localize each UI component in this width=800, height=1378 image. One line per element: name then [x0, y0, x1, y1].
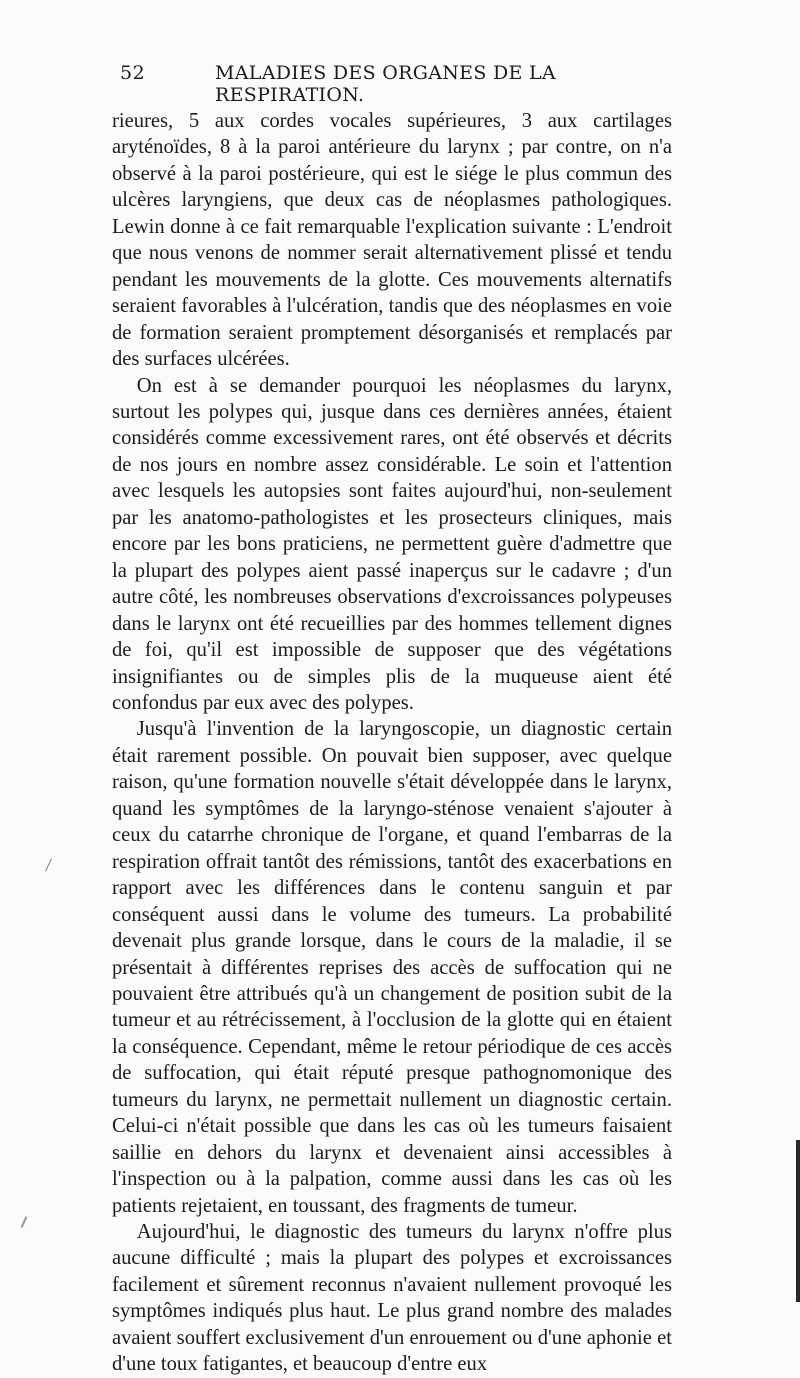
running-title: MALADIES DES ORGANES DE LA RESPIRATION.: [215, 62, 556, 106]
page-number: 52: [120, 62, 146, 84]
paragraph-3: Jusqu'à l'invention de la laryngoscopie, un diagnostic certain était rarement possible. On pouvait bien supposer, avec quelque raison, qu'une formation nouvelle s'était développée dans le larynx, quand les symptômes de la laryngo-sténose venaient s'ajouter à ceux du catarrhe chronique de l'organe, et quand l'embarras de la respiration offrait tantôt des rémissions, tantôt des exacerbations en rapport avec les différences dans le contenu sanguin et par conséquent aussi dans le volume des tumeurs. La probabilité devenait plus grande lorsque, dans le cours de la maladie, il se présentait à différentes reprises des accès de suffocation qui ne pouvaient être attribués qu'à un changement de position subit de la tumeur et au rétrécissement, à l'occlusion de la glotte qui en étaient la conséquence. Cependant, même le retour périodique de ces accès de suffocation, qui était réputé presque pathognomonique des tumeurs du larynx, ne permettait nullement un diagnostic certain. Celui-ci n'était possible que dans les cas où les tumeurs faisaient saillie en dehors du larynx et devenaient ainsi accessibles à l'inspection ou à la palpation, comme aussi dans les cas où les patients rejetaient, en toussant, des fragments de tumeur.: [112, 718, 672, 1217]
paragraph-4: Aujourd'hui, le diagnostic des tumeurs du larynx n'offre plus aucune difficulté ; mais la plupart des polypes et excroissances facilement et sûrement reconnus n'avaient nullement provoqué les symptômes indiqués plus haut. Le plus grand nombre des malades avaient souffert exclusivement d'un enrouement ou d'une aphonie et d'une toux fatigantes, et beaucoup d'entre eux: [112, 1221, 672, 1376]
page-header: [120, 62, 680, 106]
margin-smudge: [21, 1216, 28, 1228]
page-edge-shadow: [796, 1140, 800, 1302]
paragraph-1: rieures, 5 aux cordes vocales supérieures, 3 aux cartilages aryténoïdes, 8 à la paroi antérieure du larynx ; par contre, on n'a observé à la paroi postérieure, qui est le siége le plus commun des ulcères laryngiens, que deux cas de néoplasmes pathologiques. Lewin donne à ce fait remarquable l'explication suivante : L'endroit que nous venons de nommer serait alternativement plissé et tendu pendant les mouvements de la glotte. Ces mouvements alternatifs seraient favorables à l'ulcération, tandis que des néoplasmes en voie de formation seraient promptement désorganisés et remplacés par des surfaces ulcérées.: [112, 110, 672, 371]
margin-mark: [45, 858, 52, 871]
body-text: [112, 108, 672, 1378]
paragraph-2: On est à se demander pourquoi les néoplasmes du larynx, surtout les polypes qui, jusque dans ces dernières années, étaient considérés comme excessivement rares, ont été observés et décrits de nos jours en nombre assez considérable. Le soin et l'attention avec lesquels les autopsies sont faites aujourd'hui, non-seulement par les anatomo-pathologistes et les prosecteurs cliniques, mais encore par les bons praticiens, ne permettent guère d'admettre que la plupart des polypes aient passé inaperçus sur le cadavre ; d'un autre côté, les nombreuses observations d'excroissances polypeuses dans le larynx ont été recueillies par des hommes tellement dignes de foi, qu'il est impossible de supposer que des végétations insignifiantes ou de simples plis de la muqueuse aient été confondus par eux avec des polypes.: [112, 374, 672, 714]
